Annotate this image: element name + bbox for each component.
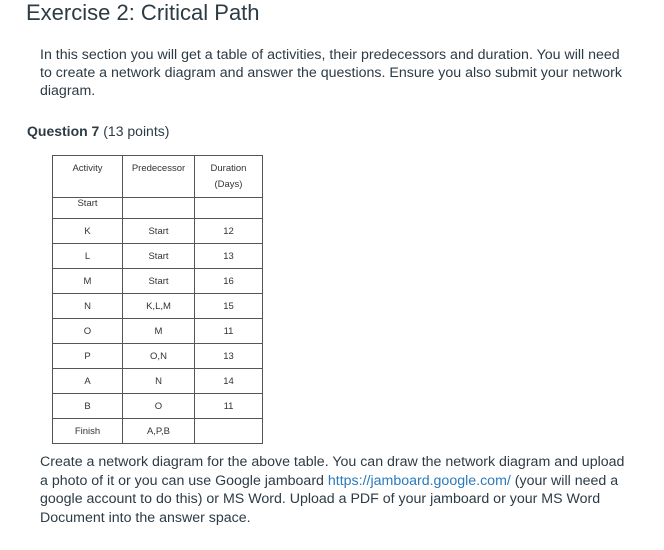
cell-predecessor: O,N xyxy=(123,344,195,369)
table-row xyxy=(53,319,263,344)
cell-activity: M xyxy=(53,269,123,294)
table-row xyxy=(53,198,263,219)
cell-activity: B xyxy=(53,394,123,419)
cell-activity: Start xyxy=(53,198,123,219)
cell-duration: 12 xyxy=(195,219,263,244)
question-title: Question 7 xyxy=(27,123,100,139)
intro-text: In this section you will get a table of activities, their predecessors and duration. You will need to create a network diagram and answer the questions. Ensure you also submit your network diagram. xyxy=(40,47,622,99)
question-points: (13 points) xyxy=(103,123,170,139)
cell-activity: P xyxy=(53,344,123,369)
table-row xyxy=(53,244,263,269)
cell-predecessor: K,L,M xyxy=(123,294,195,319)
cell-activity: A xyxy=(53,369,123,394)
cell-predecessor xyxy=(123,198,195,219)
page-title: Exercise 2: Critical Path xyxy=(26,0,260,25)
cell-duration: 11 xyxy=(195,394,263,419)
table-header-row xyxy=(53,156,263,198)
cell-duration xyxy=(195,419,263,444)
cell-duration: 13 xyxy=(195,244,263,269)
table-row xyxy=(53,394,263,419)
cell-activity: O xyxy=(53,319,123,344)
cell-predecessor: N xyxy=(123,369,195,394)
cell-predecessor: Start xyxy=(123,219,195,244)
cell-predecessor: Start xyxy=(123,244,195,269)
cell-duration xyxy=(195,198,263,219)
cell-duration: 14 xyxy=(195,369,263,394)
activity-table xyxy=(52,155,263,444)
cell-predecessor: O xyxy=(123,394,195,419)
cell-activity: K xyxy=(53,219,123,244)
table-row xyxy=(53,219,263,244)
table-row xyxy=(53,269,263,294)
cell-duration: 16 xyxy=(195,269,263,294)
cell-duration: 13 xyxy=(195,344,263,369)
cell-duration: 15 xyxy=(195,294,263,319)
cell-activity: L xyxy=(53,244,123,269)
table-row xyxy=(53,369,263,394)
table-row xyxy=(53,344,263,369)
cell-predecessor: Start xyxy=(123,269,195,294)
instructions-text-after-link: (your will need a google account to do this) or MS Word. Upload a PDF of your jamboard or your MS Word Document into the answer space. xyxy=(40,472,619,526)
cell-activity: Finish xyxy=(53,419,123,444)
cell-predecessor: A,P,B xyxy=(123,419,195,444)
table-row xyxy=(53,419,263,444)
table-row xyxy=(53,294,263,319)
cell-duration: 11 xyxy=(195,319,263,344)
header-duration-line2: (Days) xyxy=(214,179,243,190)
jamboard-link[interactable]: https://jamboard.google.com/ xyxy=(327,472,511,489)
question-header xyxy=(27,123,169,139)
header-predecessor: Predecessor xyxy=(123,156,195,198)
cell-activity: N xyxy=(53,294,123,319)
activity-table-image xyxy=(52,155,262,437)
header-duration xyxy=(195,156,263,198)
header-duration-line1: Duration xyxy=(210,163,247,174)
instructions-text-before-link: Create a network diagram for the above table. You can draw the network diagram and upload a photo of it or you can use Google jamboard xyxy=(40,454,625,489)
instructions-text xyxy=(40,453,632,527)
header-activity: Activity xyxy=(53,156,123,198)
cell-predecessor: M xyxy=(123,319,195,344)
